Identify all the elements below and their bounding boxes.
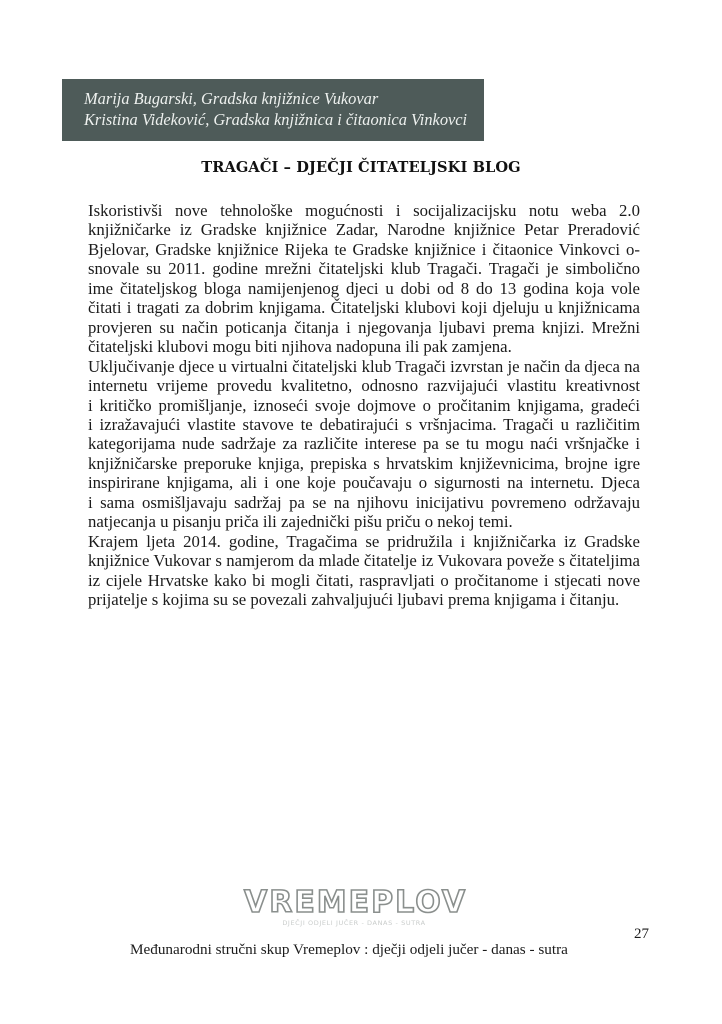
page-number: 27 — [634, 926, 649, 942]
body-line: Iskoristivši nove tehnološke mogućnosti i socijalizacijsku notu weba 2.0 — [88, 201, 640, 220]
author-box — [62, 79, 484, 141]
body-line: ime čitateljskog bloga namijenjenog djeci u dobi od 8 do 13 godina koja vole — [88, 278, 640, 298]
body-line: čitati i tragati za dobrim knjigama. Čitateljski klubovi koji djeluju u knjižnicama — [88, 298, 640, 318]
body-line: snovale su 2011. godine mrežni čitateljski klub Tragači. Tragači je simbolično — [88, 259, 640, 279]
article-body — [88, 201, 640, 610]
body-line: knjižničarke iz Gradske knjižnice Zadar, Narodne knjižnice Petar Preradović — [88, 220, 640, 240]
author-line: Kristina Videković, Gradska knjižnica i čitaonica Vinkovci — [84, 110, 468, 129]
body-line: provjeren su način poticanja čitanja i njegovanja ljubavi prema knjizi. Mrežni — [88, 317, 640, 337]
author-line: Marija Bugarski, Gradska knjižnice Vukovar — [84, 89, 379, 108]
body-line: i sama osmišljavaju sadržaj pa se na njihovu inicijativu povremeno održavaju — [88, 492, 640, 512]
body-line: kategorijama nude sadržaje za različite interese pa se tu mogu naći vršnjačke i — [88, 434, 640, 454]
body-line: Uključivanje djece u virtualni čitateljski klub Tragači izvrstan je način da djeca na — [88, 356, 640, 376]
body-line: knjižničarske preporuke knjiga, prepiska s hrvatskim književnicima, brojne igre — [88, 453, 640, 473]
body-line: inspirirane knjigama, ali i one koje poučavaju o sigurnosti na internetu. Djeca — [88, 473, 640, 493]
logo-subtitle: DJEČJI ODJELI JUČER - DANAS - SUTRA — [282, 919, 426, 927]
conference-footer: Međunarodni stručni skup Vremeplov : dječji odjeli jučer - danas - sutra — [130, 941, 568, 958]
vremeplov-logo — [244, 885, 468, 934]
body-line: i kritičko promišljanje, iznoseći svoje dojmove o pročitanim knjigama, gradeći — [88, 395, 640, 415]
body-line: prijatelje s kojima su se povezali zahvaljujući ljubavi prema knjigama i čitanju. — [88, 590, 620, 610]
body-line: Krajem ljeta 2014. godine, Tragačima se pridružila i knjižničarka iz Gradske — [88, 531, 640, 551]
logo-wordmark: VREMEPLOV — [244, 885, 468, 920]
body-line: Bjelovar, Gradske knjižnice Rijeka te Gradske knjižnice i čitaonice Vinkovci o- — [88, 239, 640, 259]
article-title: TRAGAČI – DJEČJI ČITATELJSKI BLOG — [201, 159, 521, 176]
body-line: iz cijele Hrvatske kako bi mogli čitati, raspravljati o pročitanome i stjecati nove — [88, 570, 640, 590]
body-line: i izražavajući vlastite stavove te debatirajući s vršnjacima. Tragači u različitim — [88, 414, 640, 434]
body-line: natjecanja u pisanju priča ili zajednički pišu priču o nekoj temi. — [88, 512, 513, 532]
body-line: čitateljski klubovi mogu biti njihova nadopuna ili pak zamjena. — [88, 337, 512, 357]
body-line: knjižnice Vukovar s namjerom da mlade čitatelje iz Vukovara poveže s čitateljima — [88, 551, 640, 571]
body-line: internetu vrijeme provedu kvalitetno, odnosno razvijajući vlastitu kreativnost — [88, 376, 640, 396]
